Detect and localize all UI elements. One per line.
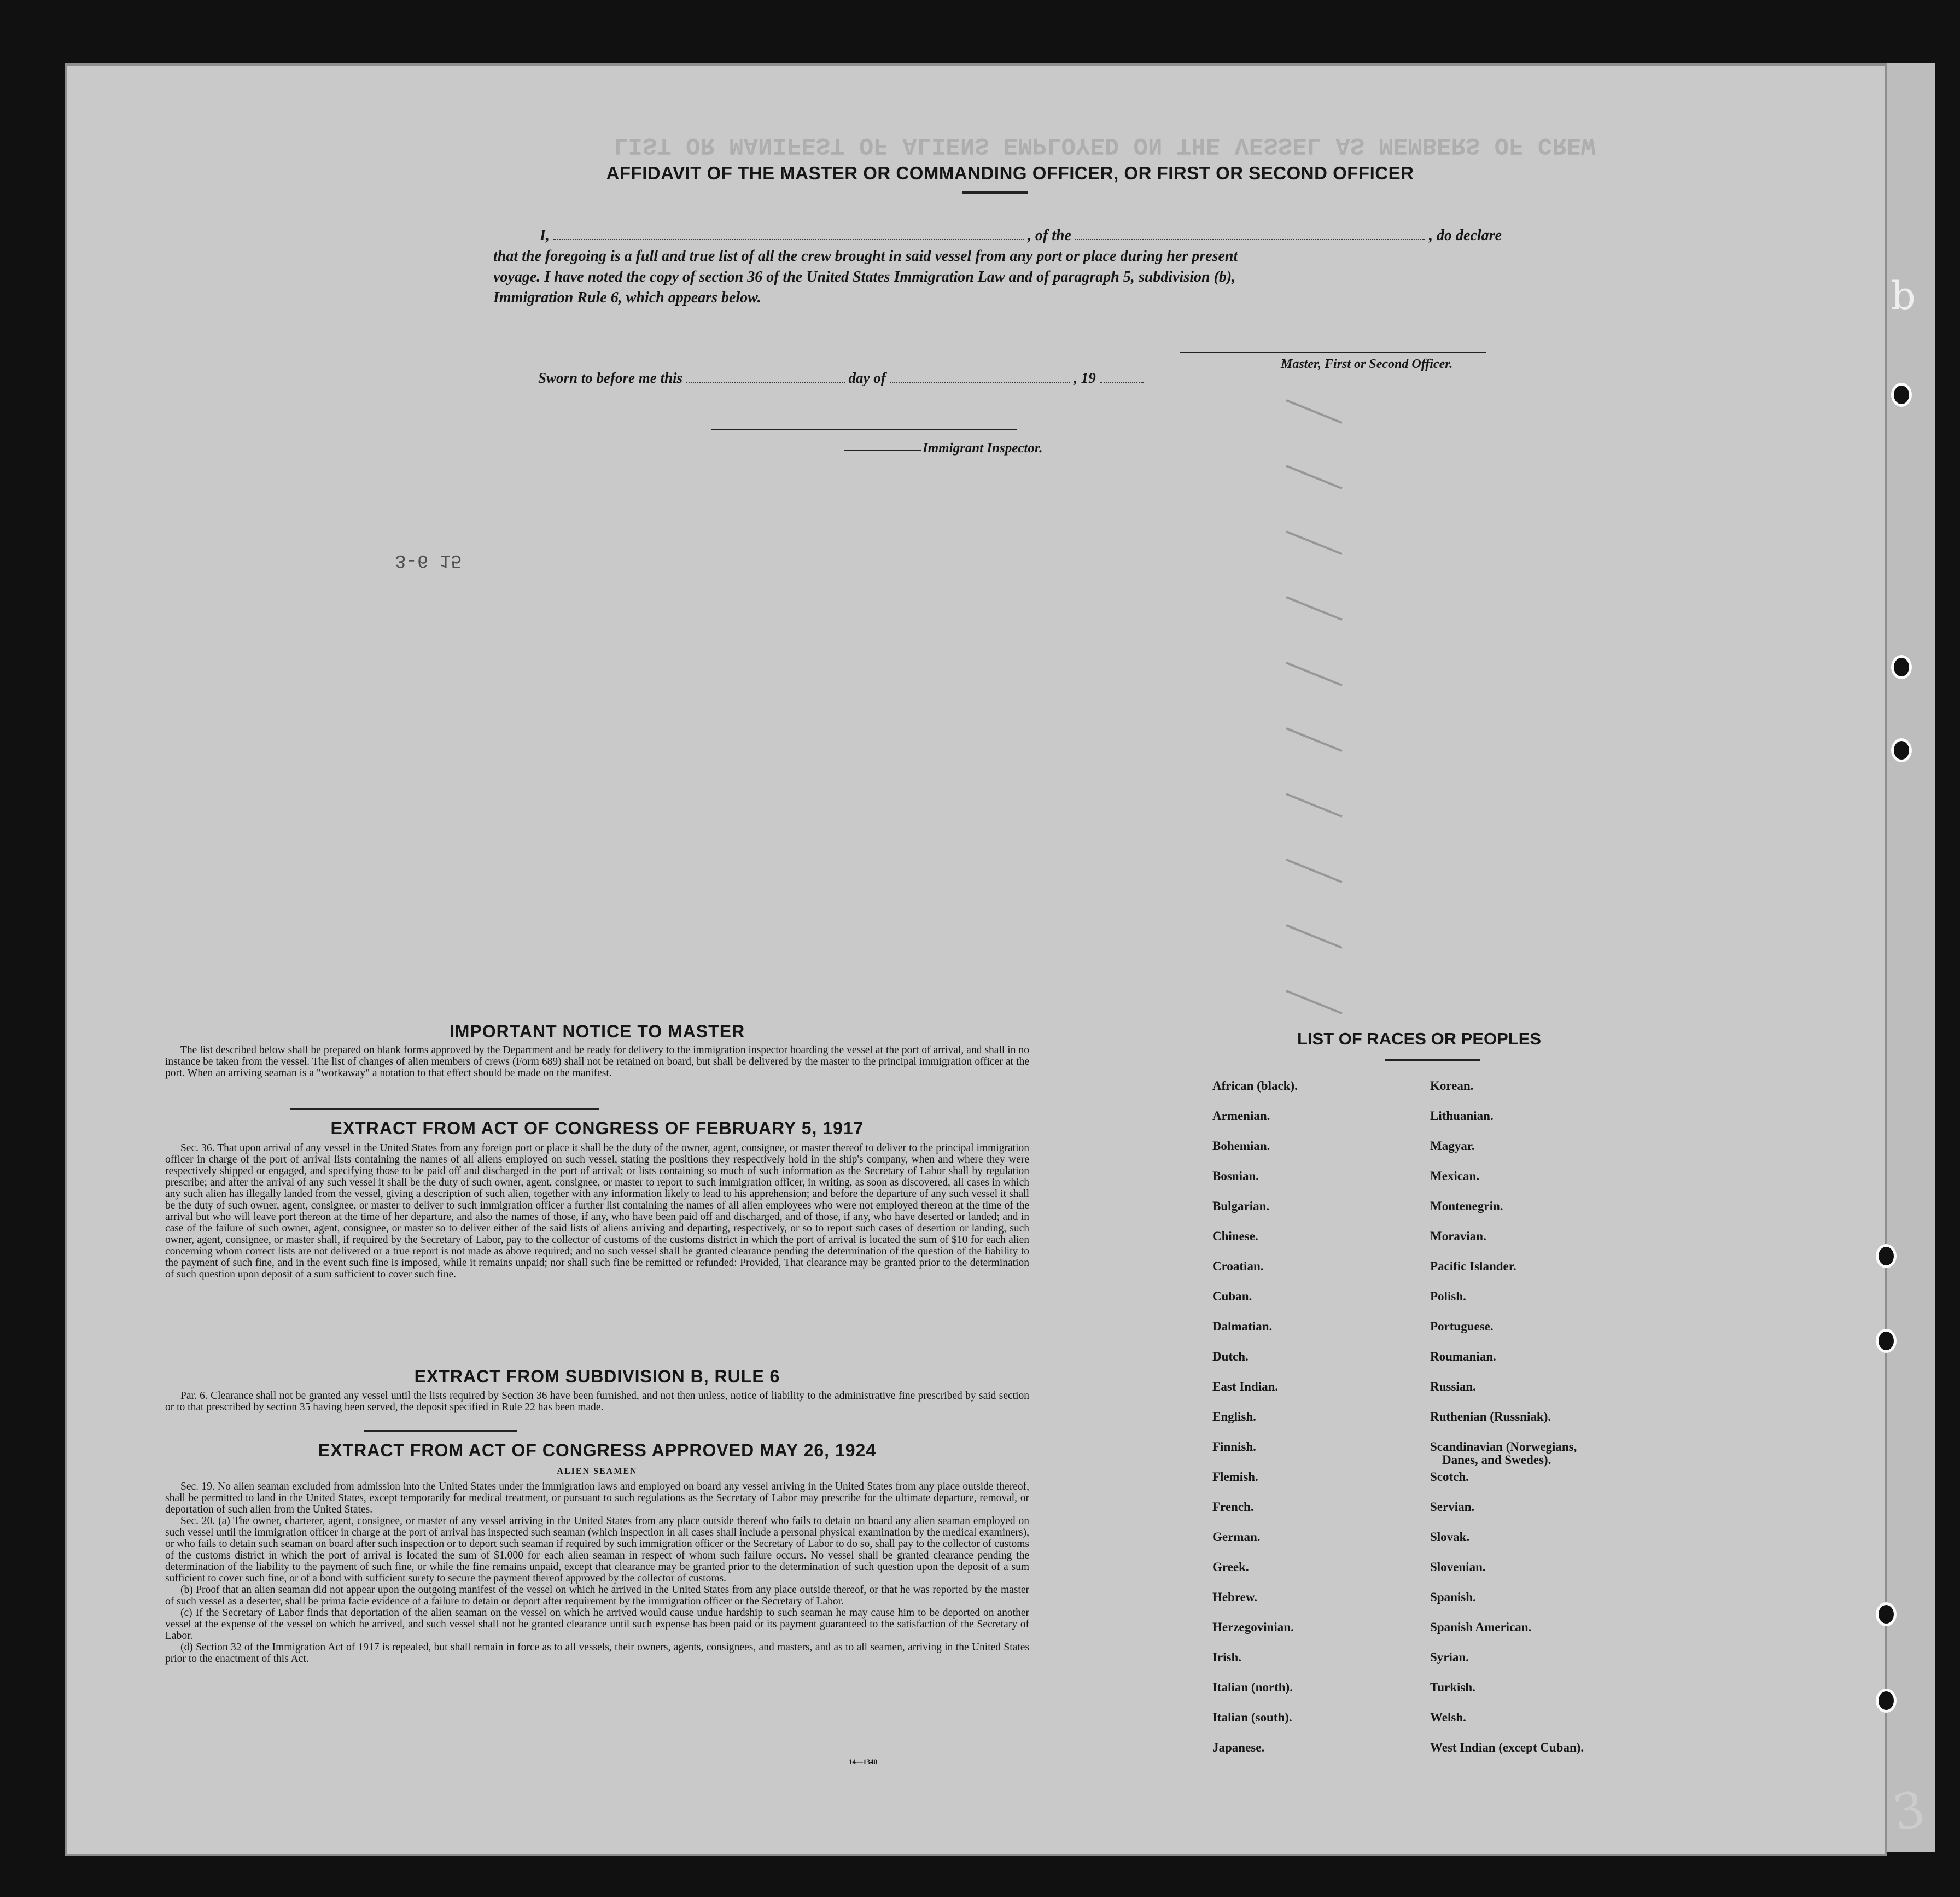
race-item: Italian (north). (1212, 1680, 1293, 1694)
handwritten-page-number: 3 (1888, 1780, 1929, 1843)
race-item: Russian. (1430, 1380, 1476, 1393)
affidavit-i: I, (540, 227, 550, 244)
extract-1917-title: EXTRACT FROM ACT OF CONGRESS OF FEBRUARY 5, 1917 (330, 1118, 864, 1138)
rule-6-title: EXTRACT FROM SUBDIVISION B, RULE 6 (414, 1367, 780, 1386)
section-divider (364, 1430, 517, 1432)
section-divider (290, 1108, 599, 1110)
form-number: 14—1340 (849, 1758, 877, 1766)
sec-20c-text: (c) If the Secretary of Labor finds that deportation of the alien seaman on the vessel on which he arrived would cause undue hardship to such seaman he may cause him to be deported on another vessel at the expense of the vessel on which he arrived, and such vessel shall not be granted clearance until such expense has been paid or its payment guaranteed to the satisfaction of the Secretary of Labor. (165, 1607, 1029, 1642)
alien-seamen-subtitle: ALIEN SEAMEN (557, 1467, 638, 1476)
affidavit-line-4: Immigration Rule 6, which appears below. (493, 289, 761, 306)
race-item: Dalmatian. (1212, 1320, 1273, 1333)
race-item: East Indian. (1212, 1380, 1279, 1393)
race-item: Chinese. (1212, 1229, 1258, 1243)
race-item: Dutch. (1212, 1350, 1249, 1363)
races-title: LIST OF RACES OR PEOPLES (1297, 1029, 1542, 1048)
race-item: Cuban. (1212, 1289, 1252, 1303)
race-item: Croatian. (1212, 1259, 1264, 1273)
extract-1924-title: EXTRACT FROM ACT OF CONGRESS APPROVED MAY 26, 1924 (318, 1440, 877, 1460)
extract-1917-text: Sec. 36. That upon arrival of any vessel in the United States from any foreign port or place it shall be the duty of the owner, agent, consignee, or master thereof to deliver to the principal immigration officer in charge of the port of arrival lists containing the names of all aliens employed on such vessel, stating the positions they respectively hold in the ship's company, when and where they were respectively shipped or engaged, and specifying those to be paid off and discharged in the port of arrival; or lists containing so much of such information as the Secretary of Labor shall by regulation prescribe; and after the arrival of any such vessel it shall be the duty of such owner, agent, consignee, or master to report to such immigration officer, in writing, as soon as discovered, all cases in which any such alien has illegally landed from the vessel, giving a description of such alien, together with any information likely to lead to his apprehension; and before the departure of any such vessel it shall be the duty of such owner, agent, consignee, or master to deliver to such immigration officer a further list containing the names of all alien employees who were not employed thereon at the time of the arrival but who will leave port thereon at the time of her departure, and also the names of those, if any, who have been paid off and discharged, and of those, if any, who have deserted or landed; and in case of the failure of such owner, agent, consignee, or master so to deliver either of the said lists of aliens arriving and departing, respectively, or so to report such cases of desertion or landing, such owner, agent, consignee, or master shall, if required by the Secretary of Labor, pay to the collector of customs of the customs district in which the port of arrival is located the sum of $10 for each alien concerning whom correct lists are not delivered or a true report is not made as above required; and no such vessel shall be granted clearance pending the determination of the question of the liability to the payment of such fine, and in the event such fine is imposed, while it remains unpaid; nor shall such fine be remitted or refunded: Provided, That clearance may be granted prior to the determination of such question upon deposit of a sum sufficient to cover such fine. (165, 1142, 1029, 1280)
pencil-tick (1286, 596, 1342, 621)
race-item: Moravian. (1430, 1229, 1486, 1243)
race-item: Finnish. (1212, 1440, 1256, 1454)
race-item: Irish. (1212, 1650, 1242, 1664)
bleed-through-heading: LIST OR MANIFEST OF ALIENS EMPLOYED ON THE VESSEL AS MEMBERS OF CREW (614, 131, 1596, 159)
inspector-label: Immigrant Inspector. (923, 441, 1043, 456)
race-item: Danes, and Swedes). (1442, 1453, 1551, 1467)
race-item: Turkish. (1430, 1680, 1475, 1694)
vessel-blank (1075, 239, 1425, 240)
punch-hole (1876, 1602, 1897, 1626)
pencil-tick (1286, 727, 1342, 752)
race-item: Syrian. (1430, 1650, 1469, 1664)
race-item: Spanish. (1430, 1590, 1476, 1604)
race-item: African (black). (1212, 1079, 1298, 1093)
year-blank (1100, 382, 1144, 383)
race-item: Roumanian. (1430, 1350, 1496, 1363)
race-item: Polish. (1430, 1289, 1466, 1303)
race-item: Lithuanian. (1430, 1109, 1494, 1123)
race-item: Hebrew. (1212, 1590, 1257, 1604)
sworn-text: Sworn to before me this (538, 370, 683, 386)
manifest-page (65, 63, 1929, 1856)
day-of-text: day of (848, 370, 886, 386)
race-item: Magyar. (1430, 1139, 1475, 1153)
affidavit-line-2: that the foregoing is a full and true list of all the crew brought in said vessel from any port or place during her present (493, 248, 1238, 265)
rule-6-text: Par. 6. Clearance shall not be granted any vessel until the lists required by Section 36 have been furnished, and not then unless, notice of liability to the administrative fine prescribed by said section or to that prescribed by section 35 having been served, the deposit specified in Rule 22 has been made. (165, 1390, 1029, 1413)
punch-hole (1876, 1329, 1897, 1353)
race-item: Montenegrin. (1430, 1199, 1503, 1213)
affidavit-title: AFFIDAVIT OF THE MASTER OR COMMANDING OFFICER, OR FIRST OR SECOND OFFICER (606, 163, 1414, 183)
bleed-number: 3-6 15 (395, 550, 462, 570)
sec-19-text: Sec. 19. No alien seaman excluded from admission into the United States under the immigration laws and employed on board any vessel arriving in the United States from any place outside thereof, shall be permitted to land in the United States, except temporarily for medical treatment, or pursuant to such regulations as the Secretary of Labor may prescribe for the ultimate departure, removal, or deportation of such alien from the United States. (165, 1481, 1029, 1515)
race-item: English. (1212, 1410, 1256, 1423)
race-item: Scotch. (1430, 1470, 1469, 1484)
punch-hole (1891, 738, 1912, 762)
sec-20a-text: Sec. 20. (a) The owner, charterer, agent, consignee, or master of any vessel arriving in the United States from any place outside thereof who fails to detain on board any alien seaman employed on such vessel until the immigration officer in charge at the port of arrival has inspected such seaman (which inspection in all cases shall include a personal physical examination by the medical examiners), or who fails to detain such seaman on board after such inspection or to deport such seaman if required by such immigration officer or the Secretary of Labor to do so, shall pay to the collector of customs of the customs district in which the port of arrival is located the sum of $1,000 for each alien seaman in respect of whom such failure occurs. No vessel shall be granted clearance pending the determination of the liability to the payment of such fine, or while the fine remains unpaid, except that clearance may be granted prior to the determination of such question upon the deposit of a sum sufficient to cover such fine, or of a bond with sufficient surety to secure the payment thereof approved by the collector of customs. (165, 1515, 1029, 1584)
punch-hole (1891, 383, 1912, 407)
races-title-rule (1385, 1059, 1480, 1061)
race-item: Italian (south). (1212, 1711, 1292, 1724)
race-item: Mexican. (1430, 1169, 1480, 1183)
race-item: German. (1212, 1530, 1261, 1544)
year-text: , 19 (1074, 370, 1096, 386)
race-item: Slovenian. (1430, 1560, 1486, 1574)
pencil-tick (1286, 793, 1342, 818)
extract-1917-body (165, 1142, 1029, 1280)
pencil-tick (1286, 662, 1342, 686)
race-item: Scandinavian (Norwegians, (1430, 1440, 1577, 1454)
race-item: French. (1212, 1500, 1254, 1514)
pencil-tick (1286, 859, 1342, 883)
affidavit-text (493, 225, 1532, 308)
race-item: Flemish. (1212, 1470, 1258, 1484)
pencil-tick (1286, 399, 1342, 424)
race-item: Greek. (1212, 1560, 1249, 1574)
pencil-tick (1286, 924, 1342, 949)
race-item: Japanese. (1212, 1741, 1265, 1754)
pencil-tick (1286, 990, 1342, 1014)
extract-1924-body (165, 1481, 1029, 1665)
punch-hole (1891, 655, 1912, 679)
affidavit-line-3: voyage. I have noted the copy of section 36 of the United States Immigration Law and of paragraph 5, subdivision (b), (493, 269, 1236, 285)
race-item: Pacific Islander. (1430, 1259, 1516, 1273)
affidavit-of-the: , of the (1027, 227, 1072, 244)
name-blank (553, 239, 1024, 240)
master-signature-line (1180, 352, 1486, 353)
race-item: Bohemian. (1212, 1139, 1270, 1153)
affidavit-declare: , do declare (1429, 227, 1502, 244)
sec-20b-text: (b) Proof that an alien seaman did not appear upon the outgoing manifest of the vessel on which he arrived in the United States from any place outside thereof, or that he was reported by the master of such vessel as a deserter, shall be prima facie evidence of a failure to detain or deport after requirement by the immigration officer or the Secretary of Labor. (165, 1584, 1029, 1607)
notice-body (165, 1044, 1029, 1079)
race-item: Portuguese. (1430, 1320, 1494, 1333)
title-rule (962, 191, 1028, 194)
race-item: Spanish American. (1430, 1620, 1532, 1634)
sworn-month-blank (890, 382, 1070, 383)
punch-hole (1876, 1689, 1897, 1713)
handwritten-mark: b (1891, 273, 1916, 318)
race-item: Herzegovinian. (1212, 1620, 1294, 1634)
inspector-line-2 (844, 450, 921, 451)
race-item: Armenian. (1212, 1109, 1270, 1123)
sworn-date-blank (686, 382, 845, 383)
rule-6-body (165, 1390, 1029, 1413)
race-item: Servian. (1430, 1500, 1475, 1514)
page-right-edge (1883, 63, 1935, 1852)
sworn-line (538, 370, 1144, 387)
race-item: West Indian (except Cuban). (1430, 1741, 1584, 1754)
race-item: Bulgarian. (1212, 1199, 1270, 1213)
notice-text: The list described below shall be prepared on blank forms approved by the Department and be ready for delivery to the immigration inspector boarding the vessel at the port of arrival, and shall in no instance be taken from the vessel. The list of changes of alien members of crews (Form 689) shall not be retained on board, but shall be delivered by the master to the principal immigration officer at the port. When an arriving seaman is a "workaway" a notation to that effect should be made on the manifest. (165, 1044, 1029, 1079)
race-item: Ruthenian (Russniak). (1430, 1410, 1551, 1423)
race-item: Bosnian. (1212, 1169, 1259, 1183)
race-item: Welsh. (1430, 1711, 1466, 1724)
master-signature-label: Master, First or Second Officer. (1281, 357, 1453, 371)
race-item: Korean. (1430, 1079, 1474, 1093)
punch-hole (1876, 1244, 1897, 1268)
race-item: Slovak. (1430, 1530, 1470, 1544)
pencil-tick (1286, 465, 1342, 489)
sec-20d-text: (d) Section 32 of the Immigration Act of 1917 is repealed, but shall remain in force as to all vessels, their owners, agents, consignees, and masters, and as to all seamen, arriving in the United States prior to the enactment of this Act. (165, 1642, 1029, 1665)
pencil-tick (1286, 530, 1342, 555)
inspector-line-1 (711, 429, 1017, 430)
notice-title: IMPORTANT NOTICE TO MASTER (449, 1022, 745, 1041)
